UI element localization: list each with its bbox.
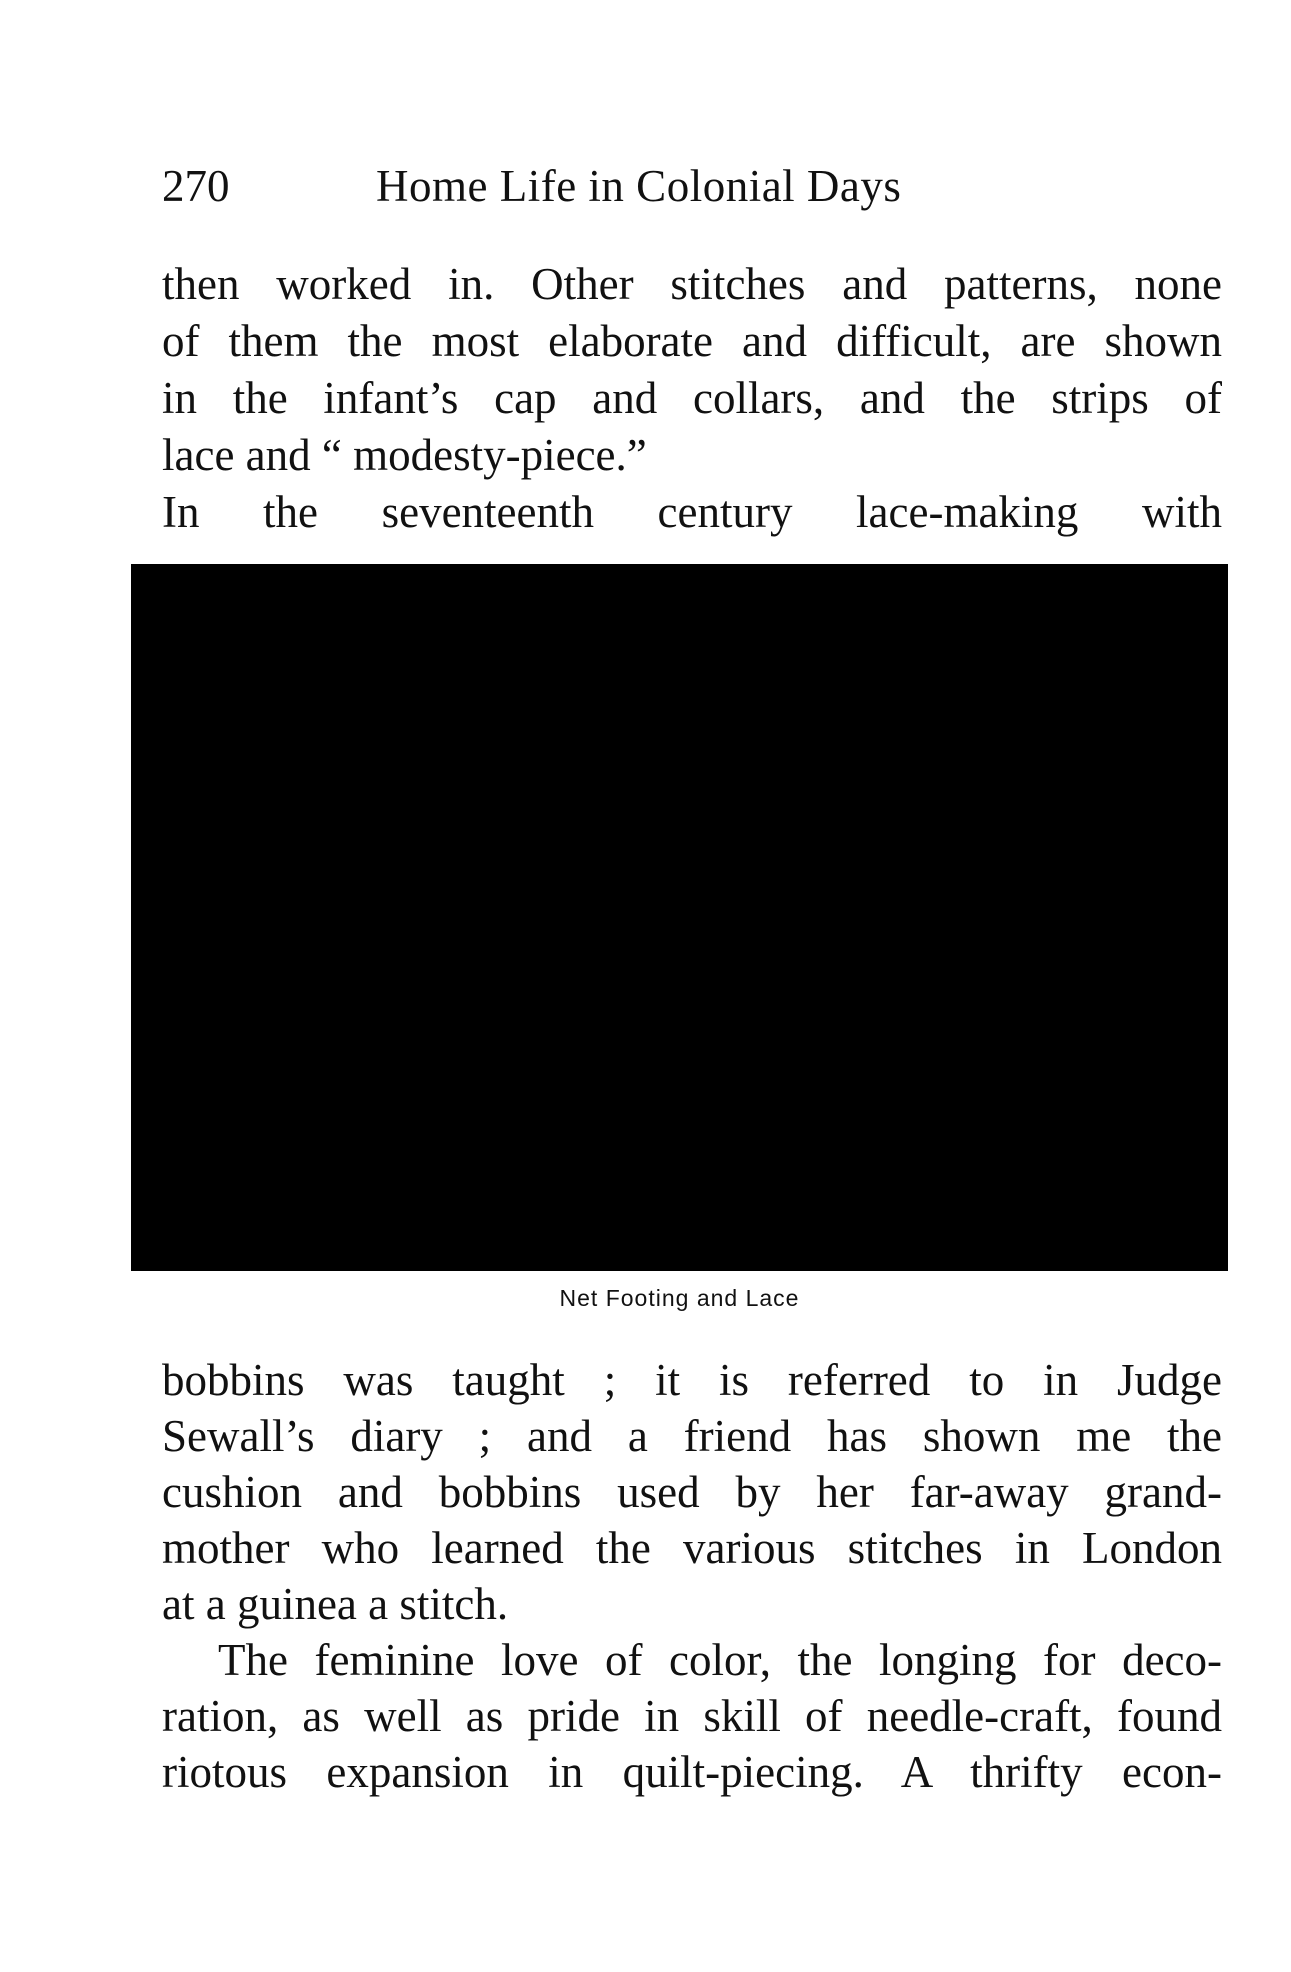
text-line: of them the most elaborate and difficult, are shown xyxy=(162,316,1222,366)
body-text-top xyxy=(162,256,1222,541)
text-line: at a guinea a stitch. xyxy=(162,1579,509,1629)
text-line: ration, as well as pride in skill of needle-craft, found xyxy=(162,1691,1222,1741)
figure-image xyxy=(131,564,1228,1271)
text-line: riotous expansion in quilt-piecing. A thrifty econ- xyxy=(162,1747,1222,1797)
text-line: lace and “ modesty-piece.” xyxy=(162,430,647,480)
text-line: bobbins was taught ; it is referred to in Judge xyxy=(162,1355,1222,1405)
running-title: Home Life in Colonial Days xyxy=(376,161,902,211)
text-line: then worked in. Other stitches and patterns, none xyxy=(162,259,1222,309)
text-line: in the infant’s cap and collars, and the strips of xyxy=(162,373,1222,423)
text-line: Sewall’s diary ; and a friend has shown me the xyxy=(162,1411,1222,1461)
body-text-bottom xyxy=(162,1352,1222,1800)
page-number: 270 xyxy=(162,161,230,211)
text-line: In the seventeenth century lace-making with xyxy=(162,487,1222,537)
text-line: cushion and bobbins used by her far-away grand- xyxy=(162,1467,1222,1517)
running-header xyxy=(162,156,1022,216)
text-line: mother who learned the various stitches in London xyxy=(162,1523,1222,1573)
figure-caption: Net Footing and Lace xyxy=(559,1285,800,1311)
text-line: The feminine love of color, the longing for deco- xyxy=(218,1635,1222,1685)
